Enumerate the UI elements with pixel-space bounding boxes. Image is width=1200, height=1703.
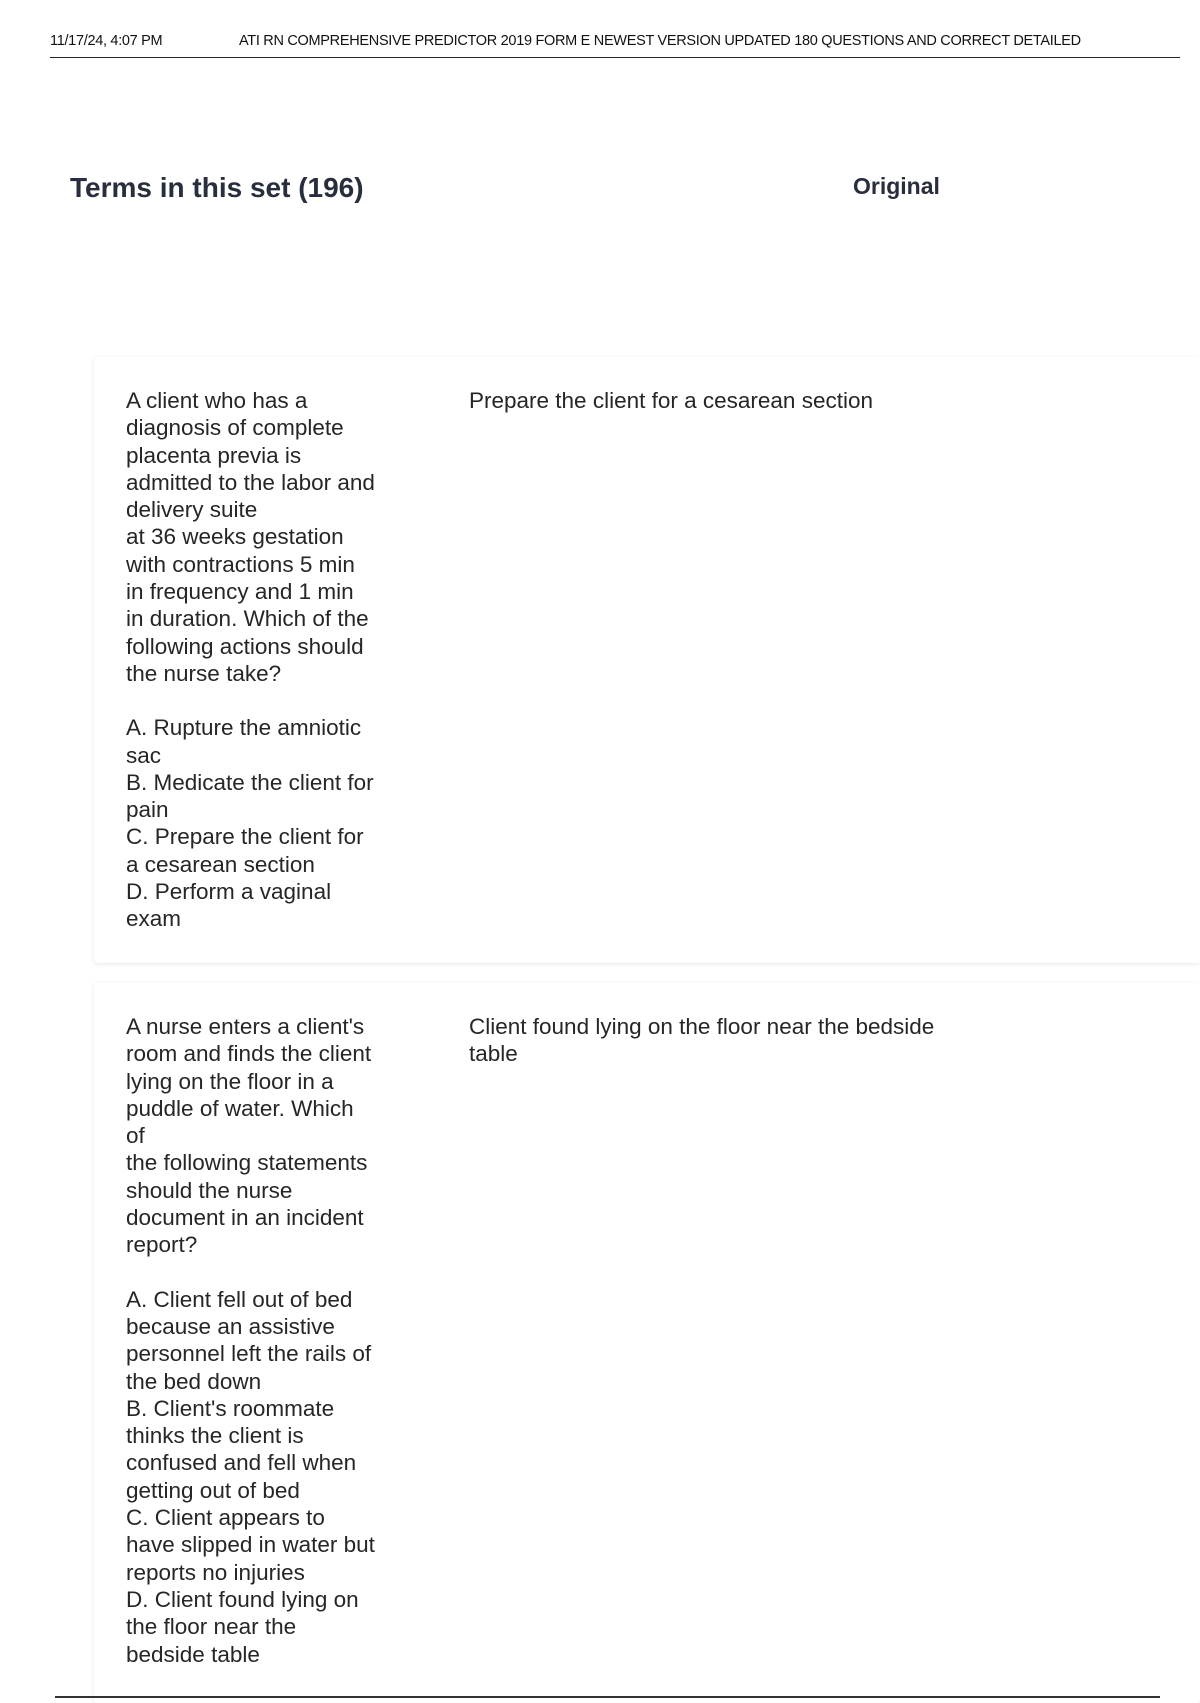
term-card xyxy=(94,983,1200,1703)
option-line: D. Client found lying on xyxy=(126,1586,359,1612)
option-line: B. Medicate the client for xyxy=(126,769,374,795)
term-line: A client who has a xyxy=(126,388,308,413)
definition-text xyxy=(469,1013,1029,1068)
definition-line: table xyxy=(469,1041,518,1067)
term-line: A nurse enters a client's xyxy=(126,1014,365,1039)
print-header xyxy=(50,31,1180,58)
term-line: lying on the floor in a xyxy=(126,1068,334,1094)
term-line: of xyxy=(126,1123,145,1149)
term-text xyxy=(126,1013,398,1668)
option-line: thinks the client is xyxy=(126,1423,304,1449)
option-line: pain xyxy=(126,797,169,823)
paragraph-gap xyxy=(126,687,398,714)
term-line: the following statements xyxy=(126,1150,368,1176)
term-line: document in an incident xyxy=(126,1205,364,1231)
term-line: diagnosis of complete xyxy=(126,415,344,441)
option-line: B. Client's roommate xyxy=(126,1395,335,1421)
term-line: report? xyxy=(126,1232,198,1258)
term-line: delivery suite xyxy=(126,497,258,523)
option-line: C. Client appears to xyxy=(126,1505,325,1531)
term-line: room and finds the client xyxy=(126,1041,372,1067)
option-line: D. Perform a vaginal xyxy=(126,879,332,905)
term-text xyxy=(126,387,398,933)
option-line: because an assistive xyxy=(126,1313,335,1339)
option-line: A. Rupture the amniotic xyxy=(126,715,362,741)
term-line: with contractions 5 min xyxy=(126,551,355,577)
option-line: A. Client fell out of bed xyxy=(126,1286,353,1312)
print-document-title: ATI RN COMPREHENSIVE PREDICTOR 2019 FORM E NEWEST VERSION UPDATED 180 QUESTIONS AND CORRECT DETAILED xyxy=(239,33,1081,49)
option-line: the bed down xyxy=(126,1368,262,1394)
term-line: at 36 weeks gestation xyxy=(126,524,344,550)
term-line: admitted to the labor and xyxy=(126,469,375,495)
term-card xyxy=(94,357,1200,963)
definition-line: Client found lying on the floor near the bedside xyxy=(469,1014,935,1039)
option-line: personnel left the rails of xyxy=(126,1341,372,1367)
option-line: sac xyxy=(126,742,162,768)
definition-text xyxy=(469,387,1029,414)
option-line: exam xyxy=(126,906,182,932)
option-line: a cesarean section xyxy=(126,851,315,877)
option-line: reports no injuries xyxy=(126,1559,305,1585)
term-line: in duration. Which of the xyxy=(126,606,369,632)
option-line: the floor near the xyxy=(126,1614,297,1640)
term-line: in frequency and 1 min xyxy=(126,579,354,605)
term-line: the nurse take? xyxy=(126,660,282,686)
option-line: getting out of bed xyxy=(126,1477,300,1503)
definition-line: Prepare the client for a cesarean section xyxy=(469,388,873,413)
term-line: following actions should xyxy=(126,633,364,659)
term-line: should the nurse xyxy=(126,1177,293,1203)
set-title: Terms in this set (196) xyxy=(70,172,364,203)
option-line: have slipped in water but xyxy=(126,1532,375,1558)
option-line: confused and fell when xyxy=(126,1450,357,1476)
term-line: placenta previa is xyxy=(126,442,302,468)
print-timestamp: 11/17/24, 4:07 PM xyxy=(50,33,163,49)
paragraph-gap xyxy=(126,1259,398,1286)
language-label: Original xyxy=(853,173,940,199)
page-bottom-rule xyxy=(55,1696,1160,1698)
option-line: C. Prepare the client for xyxy=(126,824,364,850)
option-line: bedside table xyxy=(126,1641,260,1667)
term-line: puddle of water. Which xyxy=(126,1095,354,1121)
